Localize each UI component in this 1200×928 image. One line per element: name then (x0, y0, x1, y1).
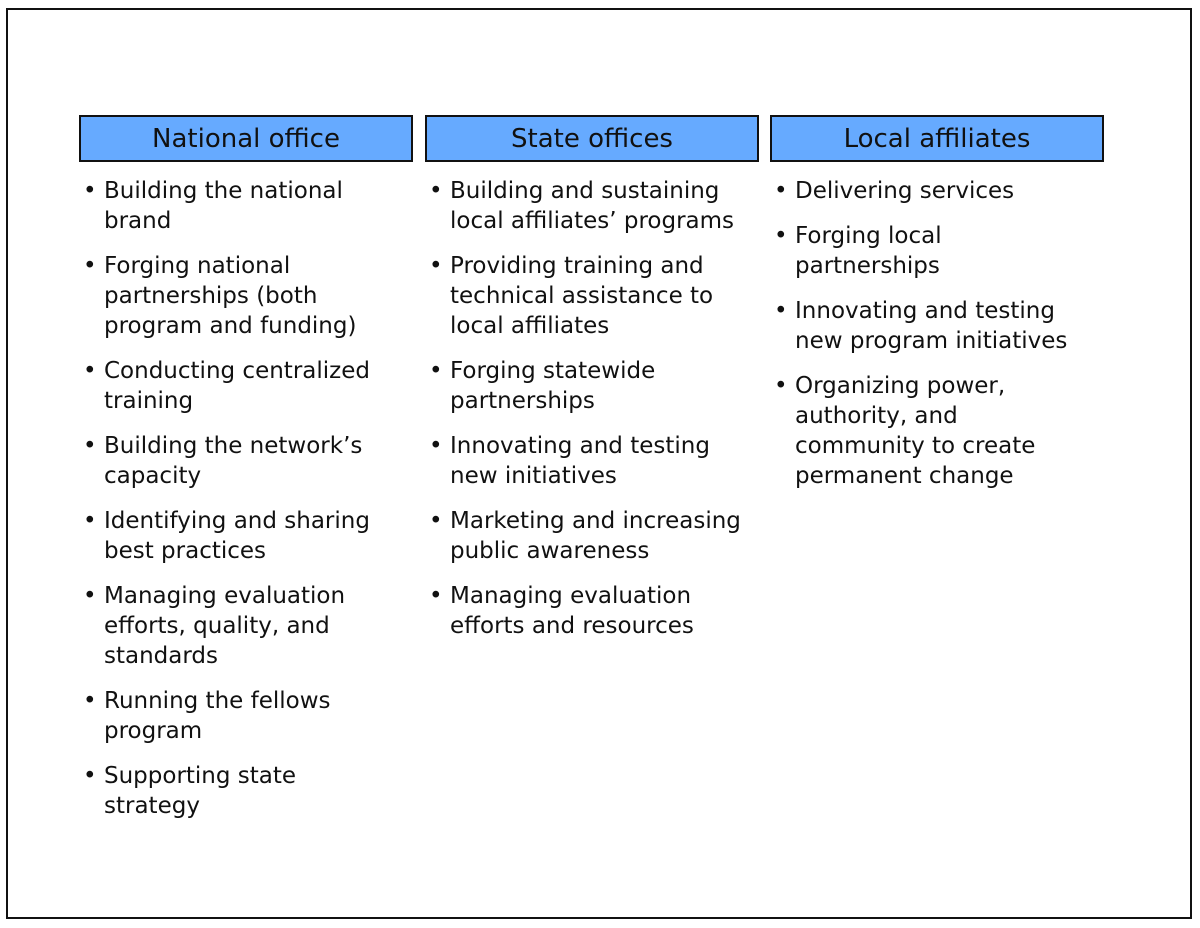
list-item (79, 251, 413, 341)
item-text: Building the national brand (104, 178, 343, 234)
item-list (425, 176, 759, 641)
column-local-affiliates (770, 115, 1104, 506)
item-text: Organizing power, authority, and community to create permanent change (795, 373, 1036, 489)
column-header: State offices (425, 115, 759, 162)
bullet-icon: • (83, 178, 97, 204)
list-item (425, 251, 759, 341)
bullet-icon: • (83, 583, 97, 609)
bullet-icon: • (83, 508, 97, 534)
item-list (770, 176, 1104, 491)
item-text: Innovating and testing new program initiatives (795, 298, 1068, 354)
bullet-icon: • (429, 433, 443, 459)
item-text: Forging statewide partnerships (450, 358, 656, 414)
list-item (425, 176, 759, 236)
item-text: Forging local partnerships (795, 223, 942, 279)
bullet-icon: • (429, 508, 443, 534)
column-national-office (79, 115, 413, 836)
item-text: Managing evaluation efforts, quality, and standards (104, 583, 346, 669)
bullet-icon: • (83, 433, 97, 459)
item-text: Running the fellows program (104, 688, 331, 744)
list-item (79, 761, 413, 821)
list-item (770, 221, 1104, 281)
column-header: Local affiliates (770, 115, 1104, 162)
bullet-icon: • (774, 373, 788, 399)
item-text: Forging national partnerships (both program and funding) (104, 253, 357, 339)
item-text: Providing training and technical assistance to local affiliates (450, 253, 714, 339)
bullet-icon: • (83, 358, 97, 384)
column-state-offices (425, 115, 759, 656)
item-text: Conducting centralized training (104, 358, 370, 414)
bullet-icon: • (429, 583, 443, 609)
list-item (425, 356, 759, 416)
list-item (79, 431, 413, 491)
list-item (770, 296, 1104, 356)
bullet-icon: • (774, 178, 788, 204)
item-text: Managing evaluation efforts and resources (450, 583, 694, 639)
list-item (79, 581, 413, 671)
list-item (425, 431, 759, 491)
list-item (79, 506, 413, 566)
item-text: Delivering services (795, 178, 1015, 204)
item-text: Supporting state strategy (104, 763, 297, 819)
list-item (79, 176, 413, 236)
bullet-icon: • (774, 223, 788, 249)
bullet-icon: • (774, 298, 788, 324)
item-text: Marketing and increasing public awareness (450, 508, 741, 564)
item-list (79, 176, 413, 821)
bullet-icon: • (83, 763, 97, 789)
item-text: Building and sustaining local affiliates’ programs (450, 178, 735, 234)
column-header: National office (79, 115, 413, 162)
list-item (79, 686, 413, 746)
item-text: Building the network’s capacity (104, 433, 363, 489)
list-item (770, 176, 1104, 206)
bullet-icon: • (83, 688, 97, 714)
list-item (425, 506, 759, 566)
list-item (770, 371, 1104, 491)
list-item (79, 356, 413, 416)
bullet-icon: • (83, 253, 97, 279)
bullet-icon: • (429, 358, 443, 384)
bullet-icon: • (429, 178, 443, 204)
bullet-icon: • (429, 253, 443, 279)
item-text: Innovating and testing new initiatives (450, 433, 710, 489)
item-text: Identifying and sharing best practices (104, 508, 370, 564)
list-item (425, 581, 759, 641)
